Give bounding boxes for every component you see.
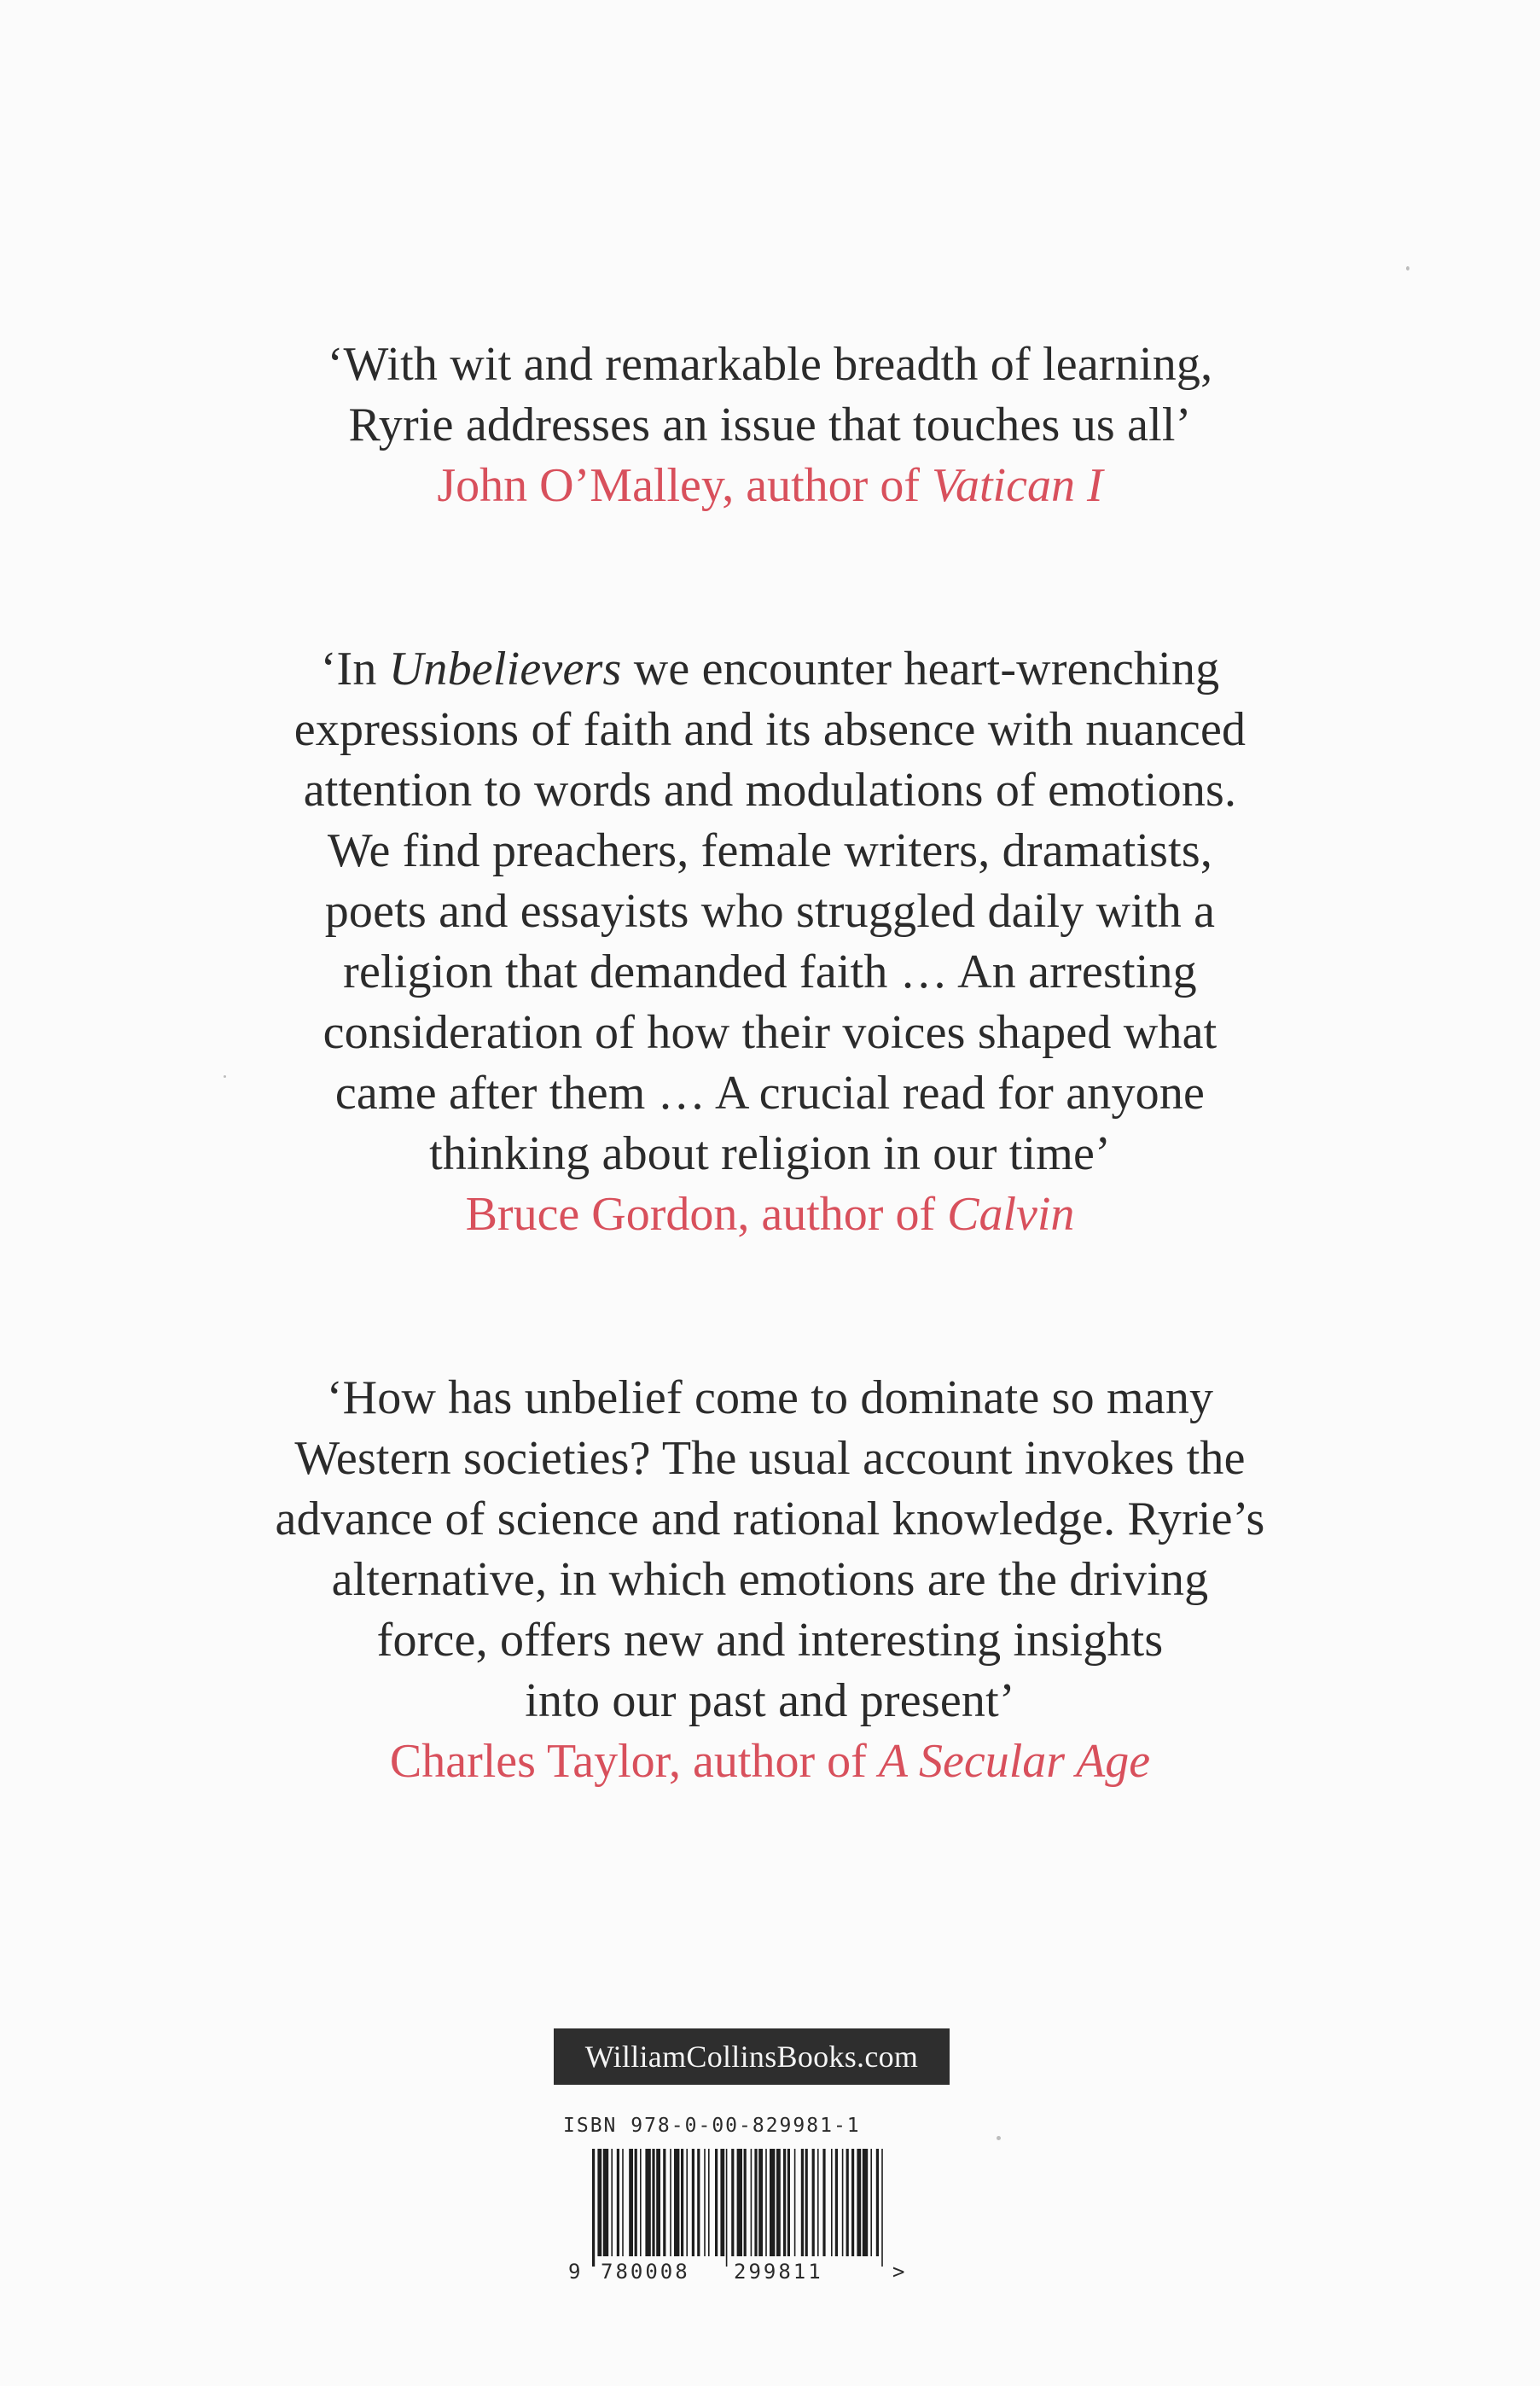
quote-line: attention to words and modulations of emotions. xyxy=(303,764,1237,817)
quote-taylor xyxy=(0,1368,1540,1792)
barcode-bar xyxy=(611,2149,613,2256)
scan-speck xyxy=(1406,266,1409,271)
barcode-bar xyxy=(787,2149,790,2256)
barcode-bar xyxy=(851,2149,854,2256)
quote-line: expressions of faith and its absence with nuanced xyxy=(293,703,1247,756)
barcode-arrow: > xyxy=(892,2260,905,2284)
barcode-bar xyxy=(842,2149,844,2256)
barcode-bar xyxy=(801,2149,804,2256)
quote-line: into our past and present’ xyxy=(525,1674,1015,1727)
attribution-book-title: A Secular Age xyxy=(878,1735,1151,1788)
attribution-book-title: Vatican I xyxy=(931,459,1103,512)
barcode-bar xyxy=(656,2149,660,2256)
barcode-bar xyxy=(835,2149,838,2256)
barcode-bar xyxy=(863,2149,868,2256)
barcode-bar xyxy=(670,2149,671,2256)
barcode-bar xyxy=(663,2149,665,2256)
barcode-bar xyxy=(597,2149,601,2256)
scan-speck xyxy=(224,1075,226,1078)
book-title-unbelievers: Unbelievers xyxy=(388,643,622,695)
barcode-bar xyxy=(822,2149,825,2256)
barcode-bar xyxy=(876,2149,879,2256)
barcode-bar xyxy=(726,2149,728,2267)
barcode-bar xyxy=(681,2149,683,2256)
quote-gordon xyxy=(0,639,1540,1245)
barcode-bar xyxy=(704,2149,706,2256)
barcode-lead-digit: 9 xyxy=(568,2260,581,2284)
barcode-bar xyxy=(776,2149,781,2256)
barcode-bar xyxy=(617,2149,619,2256)
quote-line: ‘In Unbelievers we encounter heart-wrenching xyxy=(320,643,1220,695)
barcode-bar xyxy=(715,2149,718,2256)
barcode-bar xyxy=(758,2149,763,2256)
barcode-left-digits: 780008 xyxy=(601,2260,690,2284)
barcode-bar xyxy=(870,2149,872,2256)
barcode-bar xyxy=(857,2149,861,2256)
quote-line: poets and essayists who struggled daily with a xyxy=(324,885,1216,938)
quote-line: alternative, in which emotions are the driving xyxy=(331,1553,1209,1606)
barcode-bar xyxy=(754,2149,757,2256)
endorsements xyxy=(0,335,1540,1792)
quote-line: Ryrie addresses an issue that touches us all’ xyxy=(348,399,1192,451)
barcode-bar xyxy=(629,2149,633,2256)
barcode-bar xyxy=(635,2149,637,2256)
barcode-bar xyxy=(765,2149,767,2256)
quote-line: thinking about religion in our time’ xyxy=(429,1127,1111,1180)
barcode-bar xyxy=(652,2149,654,2256)
isbn-barcode-block xyxy=(563,2115,921,2285)
quote-line: consideration of how their voices shaped what xyxy=(323,1006,1217,1059)
barcode-bar xyxy=(645,2149,650,2256)
barcode-bar xyxy=(751,2149,753,2256)
barcode-bar xyxy=(708,2149,710,2256)
barcode-bar xyxy=(674,2149,679,2256)
attribution-omalley xyxy=(0,456,1540,516)
attribution-author: John O’Malley, author of xyxy=(437,459,932,512)
barcode-bar xyxy=(697,2149,700,2256)
isbn-label: ISBN 978-0-00-829981-1 xyxy=(563,2115,861,2137)
barcode-bar xyxy=(603,2149,608,2256)
barcode-bar xyxy=(720,2149,724,2256)
barcode-bar xyxy=(812,2149,815,2256)
quote-line: advance of science and rational knowledge. Ryrie’s xyxy=(275,1493,1265,1545)
barcode-bar xyxy=(731,2149,734,2256)
barcode-bar xyxy=(794,2149,796,2256)
attribution-author: Bruce Gordon, author of xyxy=(465,1188,948,1241)
barcode-bar xyxy=(846,2149,849,2256)
attribution-taylor xyxy=(0,1731,1540,1792)
barcode-bar xyxy=(744,2149,747,2256)
barcode-bar xyxy=(737,2149,742,2256)
publisher-website[interactable]: WilliamCollinsBooks.com xyxy=(554,2028,950,2085)
barcode-bar xyxy=(817,2149,819,2256)
barcode-bar xyxy=(622,2149,624,2256)
barcode xyxy=(563,2145,921,2289)
quote-line: force, offers new and interesting insights xyxy=(376,1614,1164,1667)
barcode-bar xyxy=(686,2149,688,2256)
attribution-author: Charles Taylor, author of xyxy=(389,1735,879,1788)
barcode-bar xyxy=(640,2149,642,2256)
barcode-bar xyxy=(831,2149,833,2256)
barcode-bar xyxy=(770,2149,775,2256)
quote-line: ‘With wit and remarkable breadth of learning, xyxy=(327,338,1213,391)
attribution-book-title: Calvin xyxy=(947,1188,1075,1241)
barcode-right-digits: 299811 xyxy=(734,2260,823,2284)
barcode-bars xyxy=(592,2149,883,2267)
barcode-bar xyxy=(805,2149,808,2256)
quote-line: ‘How has unbelief come to dominate so many xyxy=(326,1371,1214,1424)
quote-omalley xyxy=(0,335,1540,516)
scan-speck xyxy=(997,2136,1001,2140)
barcode-bar xyxy=(881,2149,883,2267)
barcode-bar xyxy=(783,2149,786,2256)
barcode-bar xyxy=(592,2149,595,2267)
quote-line: Western societies? The usual account invokes the xyxy=(294,1432,1246,1485)
quote-line: came after them … A crucial read for anyone xyxy=(334,1067,1206,1120)
barcode-bar xyxy=(692,2149,694,2256)
attribution-gordon xyxy=(0,1184,1540,1245)
quote-line: religion that demanded faith … An arresting xyxy=(343,946,1197,998)
quote-line: We find preachers, female writers, dramatists, xyxy=(327,824,1213,877)
